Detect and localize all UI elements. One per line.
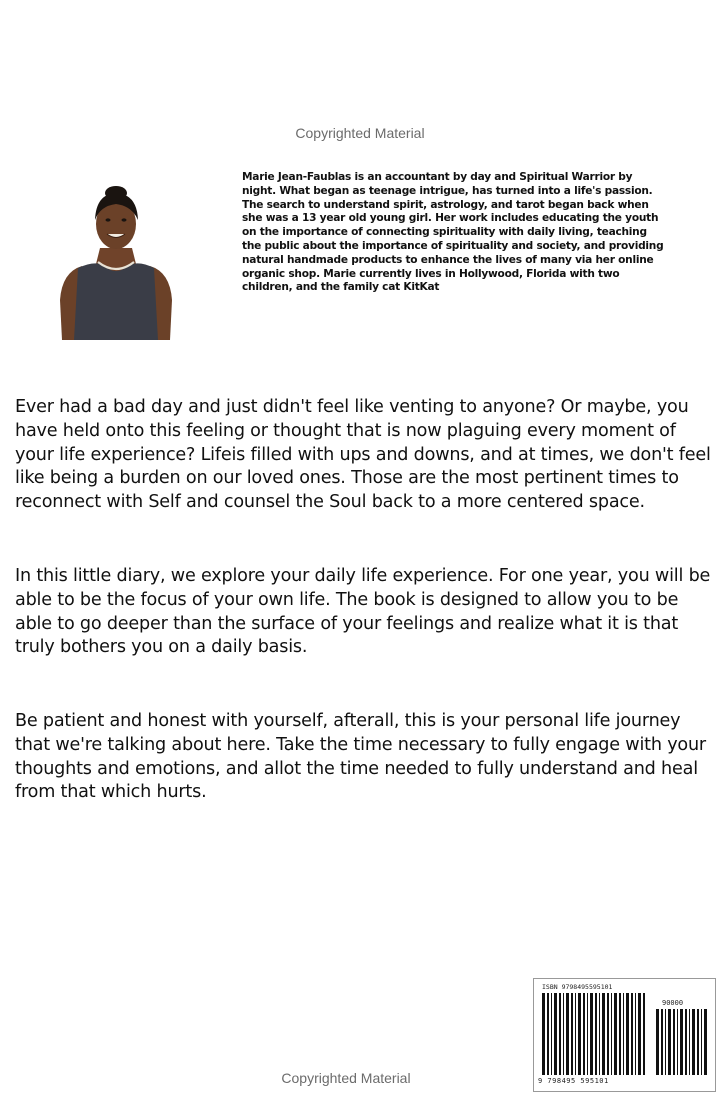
copyright-watermark-top: Copyrighted Material (295, 125, 425, 141)
description-paragraph-2: In this little diary, we explore your daily life experience. For one year, you will be able to be the focus of your own life. The book is designed to allow you to be able to go deeper than the surface of your feelings and realize what it is that truly bothers you on a daily basis. (15, 566, 711, 658)
isbn-label: ISBN 9798495595101 (542, 983, 613, 991)
price-code: 90000 (662, 999, 684, 1007)
isbn-digits: 9 798495 595101 (538, 1077, 609, 1085)
description-paragraph-1: Ever had a bad day and just didn't feel like venting to anyone? Or maybe, you have held onto this feeling or thought that is now plaguing every moment of your life experience? Lifeis filled with ups and downs, and at times, we don't feel like being a burden on our loved ones. Those are the most pertinent times to reconnect with Self and counsel the Soul back to a more centered space. (15, 397, 711, 513)
copyright-watermark-bottom: Copyrighted Material (281, 1070, 411, 1086)
description-paragraph-3: Be patient and honest with yourself, afterall, this is your personal life journey that we're talking about here. Take the time necessary to fully engage with your thoughts and emotions, and allot the time needed to fully understand and heal from that which hurts. (15, 711, 706, 803)
author-portrait-icon (52, 180, 180, 340)
author-bio: Marie Jean-Faublas is an accountant by day and Spiritual Warrior by night. What began as teenage intrigue, has turned into a life's passion. The search to understand spirit, astrology, and tarot began back when she was a 13 year old young girl. Her work includes educating the youth on the importance of connecting spirituality with daily living, teaching the public about the importance of spirituality and society, and providing natural handmade products to enhance the lives of many via her online organic shop. Marie currently lives in Hollywood, Florida with two children, and the family cat KitKat (242, 171, 664, 294)
author-photo (52, 180, 180, 340)
